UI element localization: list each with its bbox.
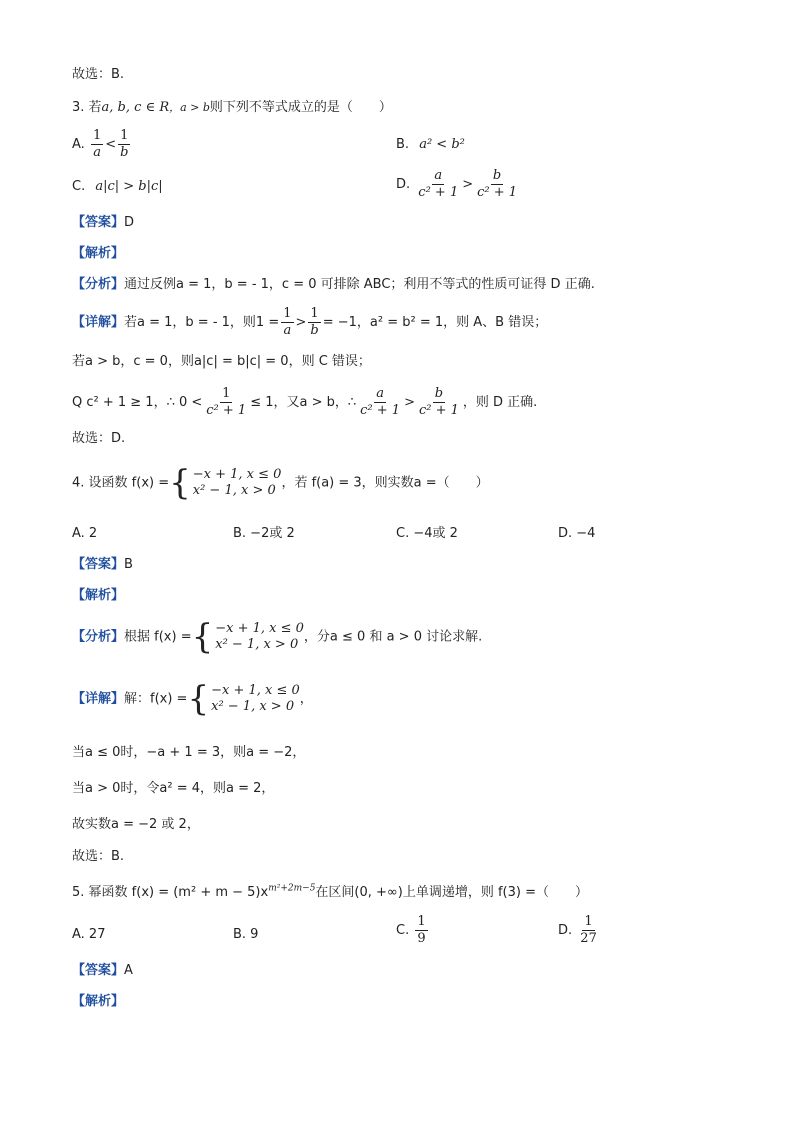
q3-line3-a: Q c² + 1 ≥ 1，∴ 0 < (72, 395, 203, 410)
q3-analysis-heading: 【解析】 (72, 246, 125, 261)
q4-xiangjie-tag: 【详解】 (72, 691, 125, 707)
q3-line3-frac-1: $\frac{1}{\text{c² + 1}}$ (206, 386, 247, 418)
q3-xiangjie-tag: 【详解】 (72, 315, 125, 330)
q3-answer-value: D (124, 215, 135, 230)
q3-opt-c-expr: a|c| > b|c| (95, 179, 163, 194)
q3-final: 故选：D. (72, 431, 126, 446)
q4-option-c[interactable]: C. −4或 2 (396, 526, 458, 541)
q5-stem-a: 5. 幂函数 f(x) = (m² + m − 5)x (72, 885, 269, 900)
q3-option-c[interactable] (72, 178, 163, 196)
q3-xiangjie-b: = −1，a² = b² = 1，则 A、B 错误； (322, 315, 548, 330)
q3-line3-frac-b: $\frac{b}{\text{c² + 1}}$ (418, 386, 459, 418)
q4-answer (72, 556, 133, 574)
q4-option-b[interactable]: B. −2或 2 (233, 526, 295, 541)
q3-line3-frac-a: $\frac{a}{\text{c² + 1}}$ (360, 386, 401, 418)
q3-line3-gt: > (404, 395, 415, 410)
q3-line3-b: ≤ 1，又a > b，∴ (250, 395, 357, 410)
q3-line3 (72, 386, 537, 419)
q3-xiangjie (72, 306, 547, 339)
q3-tail: 则下列不等式成立的是（ ） (209, 100, 392, 115)
q3-option-b-label: B. (396, 137, 410, 152)
q4-case1: −x + 1, x ≤ 0 (192, 467, 282, 482)
q5-option-b[interactable]: B. 9 (233, 927, 259, 942)
q3-num: 3. 若 (72, 100, 102, 115)
q3-opt-a-lt: < (105, 137, 117, 152)
q4-stem-b: ，若 f(a) = 3，则实数a =（ ） (281, 475, 489, 491)
q5-analysis-heading: 【解析】 (72, 994, 125, 1009)
q3-vars: a, b, c ∈ R (101, 100, 170, 115)
q3-xiangjie-a: 若a = 1，b = - 1，则1 = (124, 315, 280, 330)
q3-fenxi-tag: 【分析】 (72, 277, 125, 292)
q4-option-d[interactable]: D. −4 (558, 526, 596, 541)
q3-opt-b-expr: a² < b² (419, 137, 465, 152)
q5-option-d[interactable] (558, 914, 601, 947)
q4-case2-line: 当a > 0时，令a² = 4，则a = 2， (72, 781, 275, 796)
q3-cond: ，a > b (169, 101, 210, 114)
q5-stem-b: 在区间(0, +∞)上单调递增，则 f(3) =（ ） (315, 885, 588, 900)
q5-answer-tag: 【答案】 (72, 963, 125, 978)
q3-option-a[interactable] (72, 128, 132, 161)
q5-option-c[interactable] (396, 914, 430, 947)
q5-answer-value: A (124, 963, 133, 978)
q4-xiangjie-b: ， (299, 691, 313, 707)
q3-line2: 若a > b，c = 0，则a|c| = b|c| = 0，则 C 错误； (72, 354, 371, 369)
q3-opt-d-gt: > (462, 177, 474, 192)
q4-xiangjie (72, 679, 313, 719)
q4-fenxi-b: ，分a ≤ 0 和 a > 0 讨论求解. (303, 629, 483, 645)
q4-analysis-heading: 【解析】 (72, 588, 125, 603)
q4-fenxi-piecewise: { −x + 1, x ≤ 0 x² − 1, x > 0 (191, 617, 304, 657)
q3-stem (72, 99, 392, 117)
q5-opt-c-frac: $\frac{1}{9}$ (417, 914, 426, 946)
q3-option-a-label: A. (72, 137, 85, 152)
q3-answer-tag: 【答案】 (72, 215, 125, 230)
q3-option-d[interactable] (396, 168, 521, 201)
q4-brace: { (169, 463, 191, 503)
q3-option-d-label: D. (396, 177, 411, 192)
q4-fenxi (72, 617, 483, 657)
q3-fenxi-text: 通过反例a = 1，b = - 1，c = 0 可排除 ABC；利用不等式的性质可证得 D 正确. (124, 277, 595, 292)
q4-piecewise (169, 463, 282, 503)
q5-stem (72, 884, 588, 902)
q4-option-a[interactable]: A. 2 (72, 526, 98, 541)
q5-option-d-label: D. (558, 923, 573, 938)
q3-line3-c: ，则 D 正确. (462, 395, 538, 410)
q3-opt-a-frac-right: $\frac{1}{b}$ (120, 128, 129, 160)
q2-final-choice: 故选：B. (72, 67, 125, 82)
q3-opt-d-frac-right: $\frac{b}{\text{c² + 1}}$ (477, 168, 518, 200)
q3-answer (72, 214, 134, 232)
q3-opt-d-frac-left: $\frac{a}{\text{c² + 1}}$ (418, 168, 459, 200)
q5-exponent: m²+2m−5 (268, 883, 316, 894)
q5-answer (72, 962, 133, 980)
q4-stem-a: 4. 设函数 f(x) = (72, 475, 170, 491)
q4-fenxi-tag: 【分析】 (72, 629, 125, 645)
q5-option-a[interactable]: A. 27 (72, 927, 106, 942)
q4-xiangjie-a: 解：f(x) = (124, 691, 188, 707)
q5-opt-d-frac: $\frac{1}{27}$ (580, 914, 597, 946)
q4-case1-line: 当a ≤ 0时，−a + 1 = 3，则a = −2， (72, 745, 306, 760)
q3-xj-gt: > (295, 315, 307, 330)
q3-fenxi (72, 276, 595, 294)
q4-answer-tag: 【答案】 (72, 557, 125, 572)
q4-stem (72, 463, 489, 503)
q4-answer-value: B (124, 557, 133, 572)
q3-opt-a-frac-left: $\frac{1}{a}$ (92, 128, 102, 160)
q4-xiangjie-piecewise: { −x + 1, x ≤ 0 x² − 1, x > 0 (187, 679, 300, 719)
q5-option-c-label: C. (396, 923, 410, 938)
q3-option-c-label: C. (72, 179, 86, 194)
q4-fenxi-a: 根据 f(x) = (124, 629, 192, 645)
q4-case2: x² − 1, x > 0 (192, 483, 276, 498)
q4-conclusion: 故实数a = −2 或 2， (72, 817, 200, 832)
q3-xj-frac-1b: $\frac{1}{b}$ (310, 306, 319, 338)
q3-xj-frac-1a: $\frac{1}{a}$ (283, 306, 292, 338)
q3-option-b[interactable] (396, 136, 465, 154)
q4-final: 故选：B. (72, 849, 125, 864)
